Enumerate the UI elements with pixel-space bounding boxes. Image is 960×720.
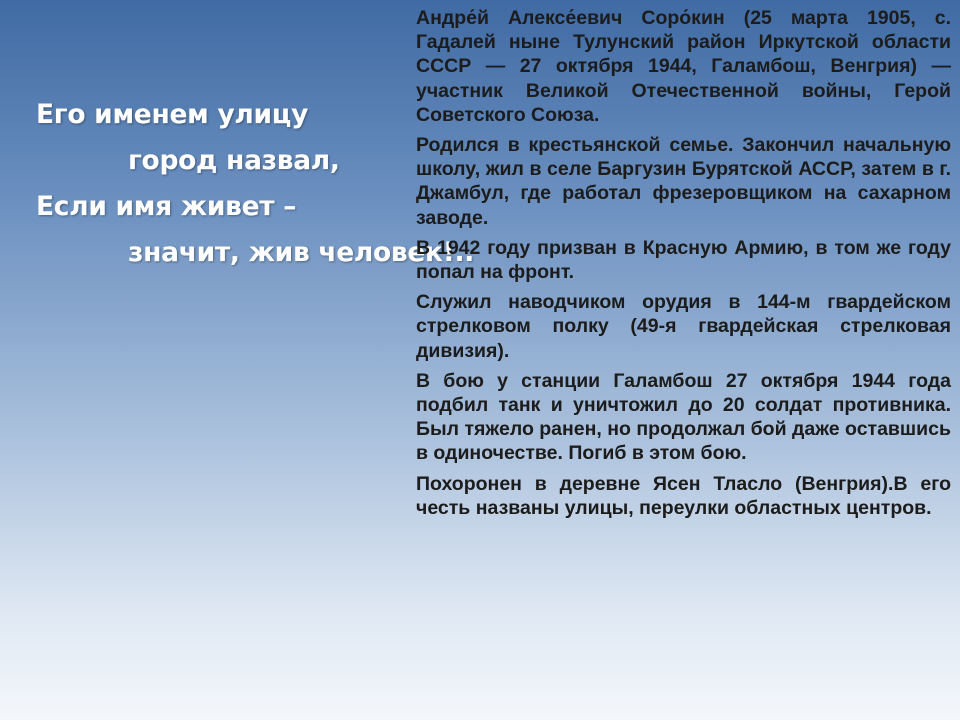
bio-paragraph: Похоронен в деревне Ясен Тласло (Венгрия).В его честь названы улицы, переулки областных центров. [416,472,951,519]
bio-paragraph: Служил наводчиком орудия в 144-м гвардейском стрелковом полку (49-я гвардейская стрелковая дивизия). [416,291,951,362]
bio-paragraph: В бою у станции Галамбош 27 октября 1944 года подбил танк и уничтожил до 20 солдат противника. Был тяжело ранен, но продолжал бой даже оставшись в одиночестве. Погиб в этом бою. [416,369,951,465]
poem-line: значит, жив человек!.. [128,237,475,268]
bio-paragraph: Андре́й Алексе́евич Соро́кин (25 марта 1905, с. Гадалей ныне Тулунский район Иркутской области СССР — 27 октября 1944, Галамбош, Венгрия) — участник Великой Отечественной войны, Герой Советского Союза. [416,7,951,126]
poem-line: Его именем улицу [36,99,309,130]
poem-line: Если имя живет – [36,191,297,222]
bio-paragraph: В 1942 году призван в Красную Армию, в том же году попал на фронт. [416,236,951,284]
poem-line: город назвал, [128,145,340,176]
biography-text [416,6,951,526]
bio-paragraph: Родился в крестьянской семье. Закончил начальную школу, жил в селе Баргузин Бурятской АССР, затем в г. Джамбул, где работал фрезеровщиком на сахарном заводе. [416,134,951,229]
